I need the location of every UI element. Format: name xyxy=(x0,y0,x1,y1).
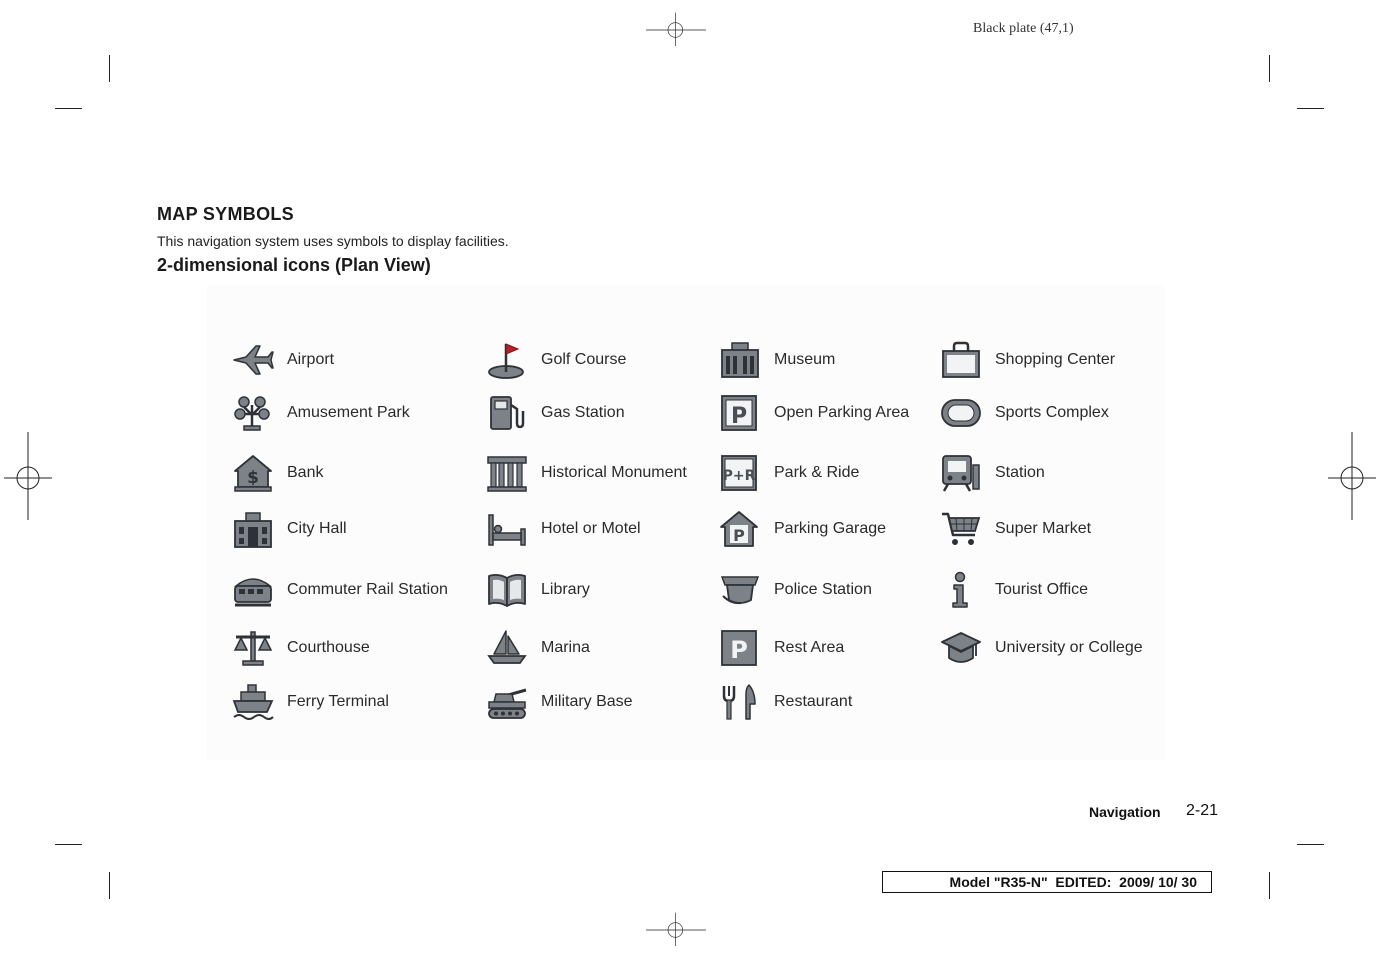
crop-mark xyxy=(1297,844,1324,845)
symbol-parking-garage: P Parking Garage xyxy=(719,509,886,549)
symbol-courthouse: Courthouse xyxy=(232,628,370,668)
parking-icon xyxy=(719,393,761,433)
shopping-bag-icon xyxy=(940,340,982,380)
crop-mark xyxy=(55,108,82,109)
symbol-rest-area: P Rest Area xyxy=(719,628,844,668)
city-hall-icon xyxy=(232,509,274,549)
rest-area-icon xyxy=(719,628,761,668)
plate-label: Black plate (47,1) xyxy=(973,21,1074,36)
registration-mark xyxy=(0,430,56,522)
bank-icon xyxy=(232,453,274,493)
crop-mark xyxy=(1297,108,1324,109)
bed-icon xyxy=(486,509,528,549)
symbol-open-parking-area: P Open Parking Area xyxy=(719,393,909,433)
page-number: 2-21 xyxy=(1186,802,1219,819)
symbol-commuter-rail-station: Commuter Rail Station xyxy=(232,570,448,610)
symbol-restaurant: Restaurant xyxy=(719,682,852,722)
commuter-rail-icon xyxy=(232,570,274,610)
info-icon xyxy=(940,570,982,610)
park-and-ride-icon xyxy=(719,453,761,493)
model-edit-stamp xyxy=(882,871,1212,893)
symbol-museum: Museum xyxy=(719,340,835,380)
symbol-library: Library xyxy=(486,570,590,610)
crop-mark xyxy=(109,55,110,82)
parking-garage-icon xyxy=(719,509,761,549)
golf-flag-icon xyxy=(486,340,528,380)
monument-icon xyxy=(486,453,528,493)
police-hat-icon xyxy=(719,570,761,610)
symbol-station: Station xyxy=(940,453,1045,493)
symbol-historical-monument: Historical Monument xyxy=(486,453,687,493)
cart-icon xyxy=(940,509,982,549)
registration-mark xyxy=(1324,430,1380,522)
registration-mark xyxy=(646,0,706,60)
model-edit-text: Model "R35-N" EDITED: 2009/ 10/ 30 xyxy=(949,874,1197,890)
amusement-park-icon xyxy=(232,393,274,433)
symbol-military-base: Military Base xyxy=(486,682,633,722)
museum-icon xyxy=(719,340,761,380)
crop-mark xyxy=(55,844,82,845)
symbol-park-and-ride: P+R Park & Ride xyxy=(719,453,859,493)
crop-mark xyxy=(109,872,110,899)
symbol-gas-station: Gas Station xyxy=(486,393,625,433)
fork-knife-icon xyxy=(719,682,761,722)
crop-mark xyxy=(1269,55,1270,82)
svg-text:P: P xyxy=(730,404,748,429)
symbol-marina: Marina xyxy=(486,628,590,668)
stadium-icon xyxy=(940,393,982,433)
symbol-super-market: Super Market xyxy=(940,509,1091,549)
crop-mark xyxy=(1269,872,1270,899)
section-intro: This navigation system uses symbols to display facilities. xyxy=(157,233,509,249)
svg-text:$: $ xyxy=(247,468,259,488)
train-icon xyxy=(940,453,982,493)
symbol-ferry-terminal: Ferry Terminal xyxy=(232,682,389,722)
registration-mark xyxy=(646,900,706,960)
ferry-icon xyxy=(232,682,274,722)
section-title: MAP SYMBOLS xyxy=(157,204,294,224)
symbol-airport: Airport xyxy=(232,340,334,380)
airplane-icon xyxy=(232,340,274,380)
footer-section-name: Navigation xyxy=(1089,804,1161,820)
symbol-sports-complex: Sports Complex xyxy=(940,393,1109,433)
graduation-cap-icon xyxy=(940,628,982,668)
symbol-city-hall: City Hall xyxy=(232,509,347,549)
tank-icon xyxy=(486,682,528,722)
svg-text:P: P xyxy=(733,526,745,545)
svg-text:P+R: P+R xyxy=(722,468,756,484)
sailboat-icon xyxy=(486,628,528,668)
symbol-university-or-college: University or College xyxy=(940,628,1143,668)
symbol-shopping-center: Shopping Center xyxy=(940,340,1115,380)
symbol-bank: $ Bank xyxy=(232,453,323,493)
symbol-hotel-or-motel: Hotel or Motel xyxy=(486,509,641,549)
scales-icon xyxy=(232,628,274,668)
gas-pump-icon xyxy=(486,393,528,433)
section-subtitle: 2-dimensional icons (Plan View) xyxy=(157,255,431,275)
svg-text:P: P xyxy=(730,636,748,664)
symbol-tourist-office: Tourist Office xyxy=(940,570,1088,610)
book-icon xyxy=(486,570,528,610)
symbol-amusement-park: Amusement Park xyxy=(232,393,410,433)
symbol-police-station: Police Station xyxy=(719,570,872,610)
symbol-golf-course: Golf Course xyxy=(486,340,626,380)
